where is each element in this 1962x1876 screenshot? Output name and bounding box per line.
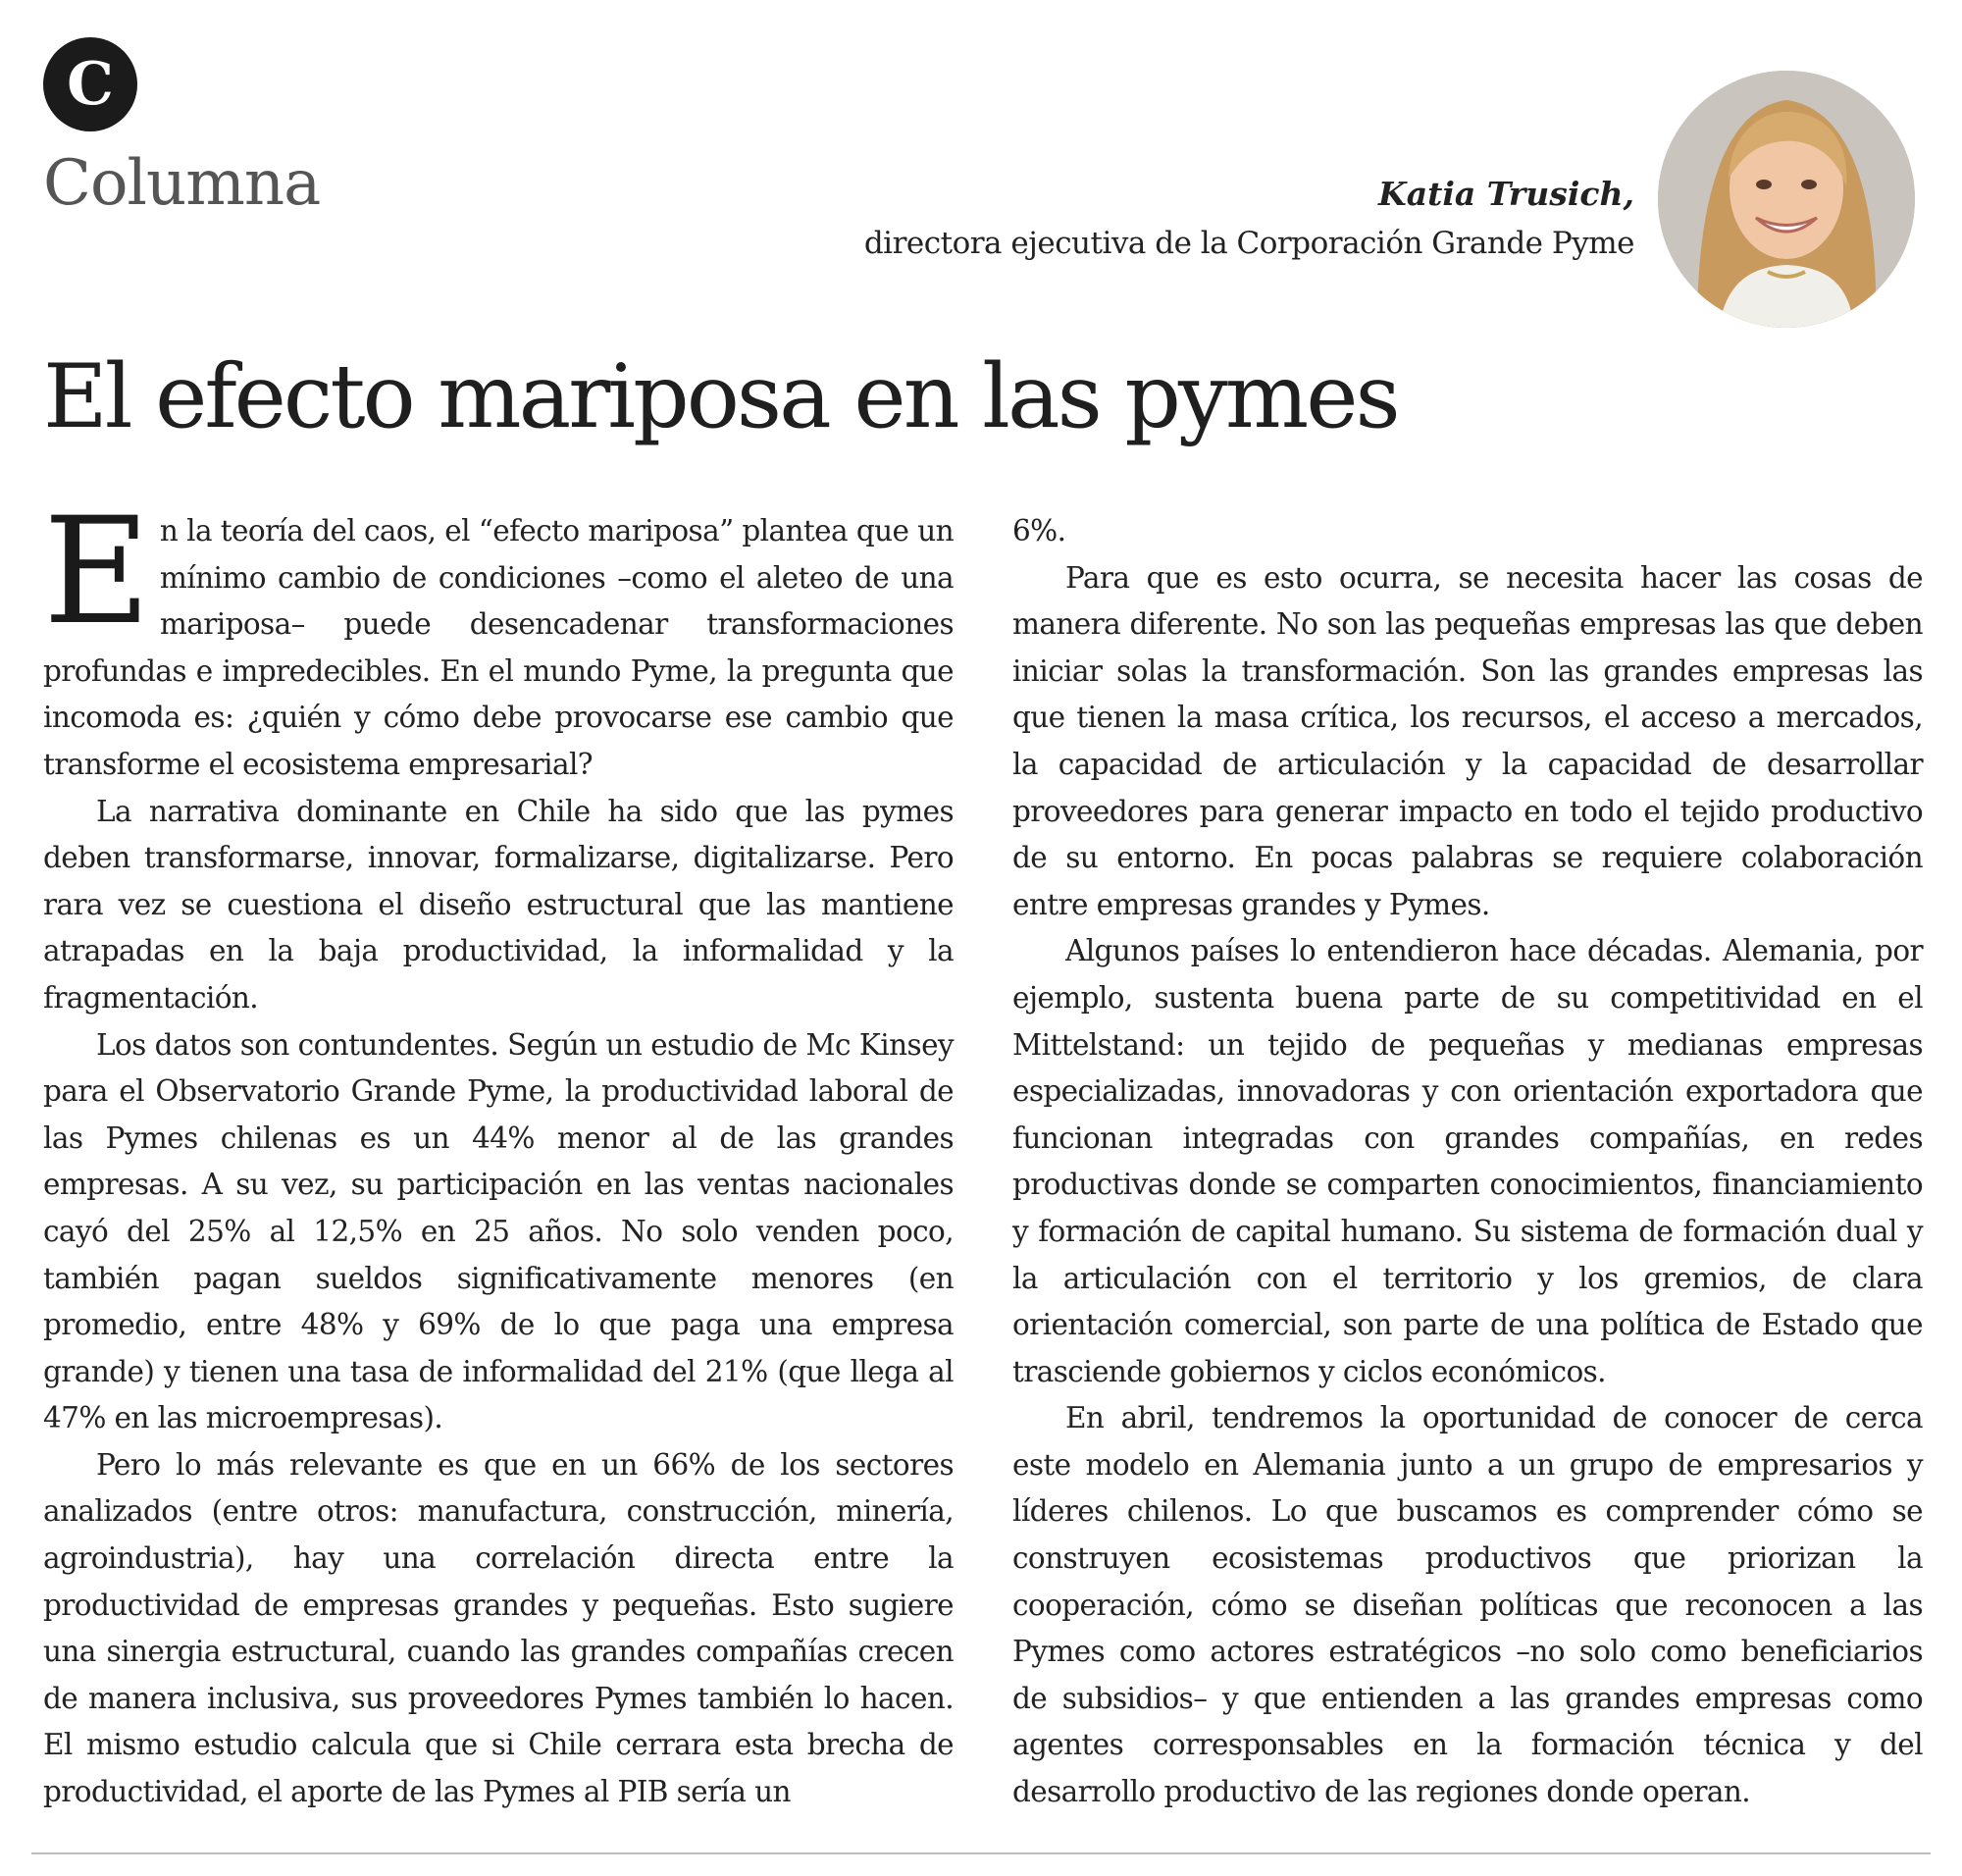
logo-letter: C bbox=[67, 50, 114, 119]
article-paragraph: Pero lo más relevante es que en un 66% de los sectores analizados (entre otros: manufactura, construcción, minería, agroindustria), hay una correlación directa entre la productividad de empresas grandes y pequeñas. Esto sugiere una sinergia estructural, cuando las grandes compañías crecen de manera inclusiva, sus proveedores Pymes también lo hacen. El mismo estudio calcula que si Chile cerrara esta brecha de productividad, el aporte de las Pymes al PIB sería un bbox=[43, 1447, 954, 1809]
article-headline: El efecto mariposa en las pymes bbox=[43, 345, 1398, 448]
paragraph-text: n la teoría del caos, el “efecto mariposa” plantea que un mínimo cambio de condiciones –como el aleteo de una mariposa– puede desencadenar transformaciones profundas e impredecibles. En el mundo Pyme, la pregunta que incomoda es: ¿quién y cómo debe provocarse ese cambio que transforme el ecosistema empresarial? bbox=[43, 514, 954, 781]
article-paragraph: 6%. bbox=[1012, 514, 1066, 547]
bottom-divider bbox=[31, 1852, 1931, 1854]
article-paragraph: La narrativa dominante en Chile ha sido que las pymes deben transformarse, innovar, formalizarse, digitalizarse. Pero rara vez se cuestiona el diseño estructural que las mantiene atrapadas en la baja productividad, la informalidad y la fragmentación. bbox=[43, 794, 954, 1015]
article-column-right bbox=[1012, 508, 1923, 1816]
section-label: Columna bbox=[43, 147, 321, 220]
columna-logo bbox=[43, 37, 137, 131]
article-paragraph: Los datos son contundentes. Según un estudio de Mc Kinsey para el Observatorio Grande Pyme, la productividad laboral de las Pymes chilenas es un 44% menor al de las grandes empresas. A su vez, su participación en las ventas nacionales cayó del 25% al 12,5% en 25 años. No solo venden poco, también pagan sueldos significativamente menores (en promedio, entre 48% y 69% de lo que paga una empresa grande) y tienen una tasa de informalidad del 21% (que llega al 47% en las microempresas). bbox=[43, 1027, 954, 1435]
author-photo bbox=[1658, 71, 1915, 328]
article-paragraph: En abril, tendremos la oportunidad de conocer de cerca este modelo en Alemania junto a un grupo de empresarios y líderes chilenos. Lo que buscamos es comprender cómo se construyen ecosistemas productivos que priorizan la cooperación, cómo se diseñan políticas que reconocen a las Pymes como actores estratégicos –no solo como beneficiarios de subsidios– y que entienden a las grandes empresas como agentes corresponsables en la formación técnica y del desarrollo productivo de las regiones donde operan. bbox=[1012, 1401, 1923, 1809]
article-paragraph: Algunos países lo entendieron hace décadas. Alemania, por ejemplo, sustenta buena parte de su competitividad en el Mittelstand: un tejido de pequeñas y medianas empresas especializadas, innovadoras y con orientación exportadora que funcionan integradas con grandes compañías, en redes productivas donde se comparten conocimientos, financiamiento y formación de capital humano. Su sistema de formación dual y la articulación con el territorio y los gremios, de clara orientación comercial, son parte de una política de Estado que trasciende gobiernos y ciclos económicos. bbox=[1012, 934, 1923, 1388]
article-column-left bbox=[43, 487, 954, 1816]
article-paragraph: Para que es esto ocurra, se necesita hacer las cosas de manera diferente. No son las pequeñas empresas las que deben iniciar solas la transformación. Son las grandes empresas las que tienen la masa crítica, los recursos, el acceso a mercados, la capacidad de articulación y la capacidad de desarrollar proveedores para generar impacto en todo el tejido productivo de su entorno. En pocas palabras se requiere colaboración entre empresas grandes y Pymes. bbox=[1012, 560, 1923, 921]
author-name: Katia Trusich, bbox=[1378, 175, 1634, 213]
article-paragraph bbox=[43, 487, 954, 789]
author-portrait-image bbox=[1658, 71, 1915, 328]
author-role: directora ejecutiva de la Corporación Grande Pyme bbox=[863, 226, 1634, 261]
drop-cap: E bbox=[43, 487, 150, 657]
